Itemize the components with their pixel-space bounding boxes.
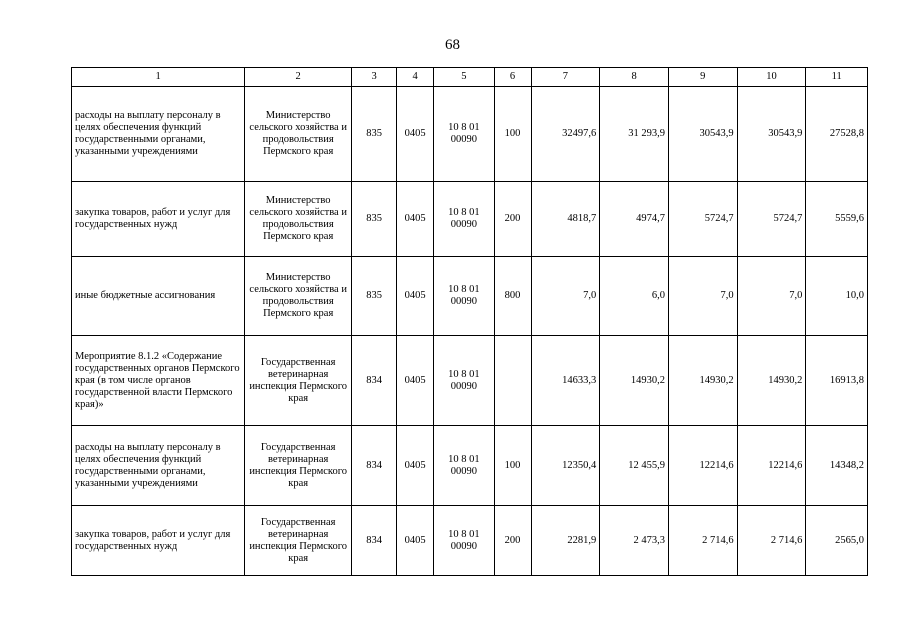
row-value-10: 30543,9 — [737, 87, 806, 182]
row-value-8: 2 473,3 — [600, 506, 669, 576]
row-expense-type: 100 — [494, 426, 531, 506]
row-value-8: 4974,7 — [600, 182, 669, 257]
target-code-line-2: 00090 — [450, 465, 477, 477]
column-header: 3 — [352, 68, 397, 87]
row-target-code — [434, 506, 495, 576]
row-value-10: 12214,6 — [737, 426, 806, 506]
row-section-code: 0405 — [397, 506, 434, 576]
row-description: расходы на выплату персоналу в целях обеспечения функций государственными органами, указанными учреждениями — [72, 426, 245, 506]
column-header: 5 — [434, 68, 495, 87]
table-row — [72, 426, 868, 506]
target-code-line-2: 00090 — [450, 540, 477, 552]
row-value-11: 16913,8 — [806, 336, 868, 426]
row-value-8: 31 293,9 — [600, 87, 669, 182]
target-code-line-1: 10 8 01 — [448, 207, 480, 218]
target-code-line-1: 10 8 01 — [448, 122, 480, 133]
row-target-code — [434, 257, 495, 336]
row-section-code: 0405 — [397, 87, 434, 182]
column-header: 9 — [668, 68, 737, 87]
row-ministry-code: 835 — [352, 257, 397, 336]
page-number: 68 — [445, 37, 460, 53]
column-header: 1 — [72, 68, 245, 87]
row-value-10: 2 714,6 — [737, 506, 806, 576]
row-description: Мероприятие 8.1.2 «Содержание государственных органов Пермского края (в том числе органов государственной власти Пермского края)» — [72, 336, 245, 426]
target-code-line-2: 00090 — [450, 296, 477, 307]
table-row — [72, 506, 868, 576]
row-value-8: 14930,2 — [600, 336, 669, 426]
column-header: 4 — [397, 68, 434, 87]
target-code-line-1: 10 8 01 — [448, 453, 480, 465]
row-section-code: 0405 — [397, 426, 434, 506]
row-organization: Государственная ветеринарная инспекция Пермского края — [245, 506, 352, 576]
row-value-9: 30543,9 — [668, 87, 737, 182]
row-section-code: 0405 — [397, 336, 434, 426]
row-value-10: 14930,2 — [737, 336, 806, 426]
row-target-code — [434, 336, 495, 426]
row-value-10: 5724,7 — [737, 182, 806, 257]
row-expense-type — [494, 336, 531, 426]
target-code-line-2: 00090 — [450, 134, 477, 145]
row-value-7: 32497,6 — [531, 87, 600, 182]
row-ministry-code: 835 — [352, 182, 397, 257]
row-value-11: 14348,2 — [806, 426, 868, 506]
row-value-9: 14930,2 — [668, 336, 737, 426]
row-value-11: 5559,6 — [806, 182, 868, 257]
row-description: иные бюджетные ассигнования — [72, 257, 245, 336]
row-value-8: 6,0 — [600, 257, 669, 336]
row-value-7: 14633,3 — [531, 336, 600, 426]
row-target-code — [434, 182, 495, 257]
row-section-code: 0405 — [397, 257, 434, 336]
table-row — [72, 257, 868, 336]
row-target-code — [434, 426, 495, 506]
column-header: 10 — [737, 68, 806, 87]
row-target-code — [434, 87, 495, 182]
row-value-9: 2 714,6 — [668, 506, 737, 576]
target-code-line-2: 00090 — [450, 380, 477, 392]
column-header: 8 — [600, 68, 669, 87]
row-description: расходы на выплату персоналу в целях обеспечения функций государственными органами, указанными учреждениями — [72, 87, 245, 182]
target-code-line-1: 10 8 01 — [448, 368, 480, 380]
row-value-8: 12 455,9 — [600, 426, 669, 506]
row-organization: Государственная ветеринарная инспекция Пермского края — [245, 336, 352, 426]
row-organization: Государственная ветеринарная инспекция Пермского края — [245, 426, 352, 506]
row-expense-type: 100 — [494, 87, 531, 182]
row-value-7: 4818,7 — [531, 182, 600, 257]
column-header: 2 — [245, 68, 352, 87]
target-code-line-1: 10 8 01 — [448, 528, 480, 540]
row-value-10: 7,0 — [737, 257, 806, 336]
column-header: 7 — [531, 68, 600, 87]
target-code-line-1: 10 8 01 — [448, 284, 480, 295]
table-row — [72, 87, 868, 182]
row-value-11: 10,0 — [806, 257, 868, 336]
row-ministry-code: 834 — [352, 336, 397, 426]
row-organization: Министерство сельского хозяйства и продовольствия Пермского края — [245, 257, 352, 336]
row-expense-type: 800 — [494, 257, 531, 336]
row-description: закупка товаров, работ и услуг для государственных нужд — [72, 182, 245, 257]
row-organization: Министерство сельского хозяйства и продовольствия Пермского края — [245, 182, 352, 257]
row-ministry-code: 835 — [352, 87, 397, 182]
column-header: 6 — [494, 68, 531, 87]
row-value-7: 12350,4 — [531, 426, 600, 506]
row-value-11: 27528,8 — [806, 87, 868, 182]
row-value-9: 12214,6 — [668, 426, 737, 506]
row-ministry-code: 834 — [352, 426, 397, 506]
row-description: закупка товаров, работ и услуг для государственных нужд — [72, 506, 245, 576]
row-expense-type: 200 — [494, 506, 531, 576]
table-row — [72, 182, 868, 257]
budget-table — [71, 67, 868, 576]
row-value-7: 7,0 — [531, 257, 600, 336]
row-organization: Министерство сельского хозяйства и продовольствия Пермского края — [245, 87, 352, 182]
table-row — [72, 336, 868, 426]
row-value-11: 2565,0 — [806, 506, 868, 576]
row-value-7: 2281,9 — [531, 506, 600, 576]
row-ministry-code: 834 — [352, 506, 397, 576]
row-value-9: 5724,7 — [668, 182, 737, 257]
column-header: 11 — [806, 68, 868, 87]
table-header-row — [72, 68, 868, 87]
row-expense-type: 200 — [494, 182, 531, 257]
target-code-line-2: 00090 — [450, 219, 477, 230]
row-section-code: 0405 — [397, 182, 434, 257]
row-value-9: 7,0 — [668, 257, 737, 336]
